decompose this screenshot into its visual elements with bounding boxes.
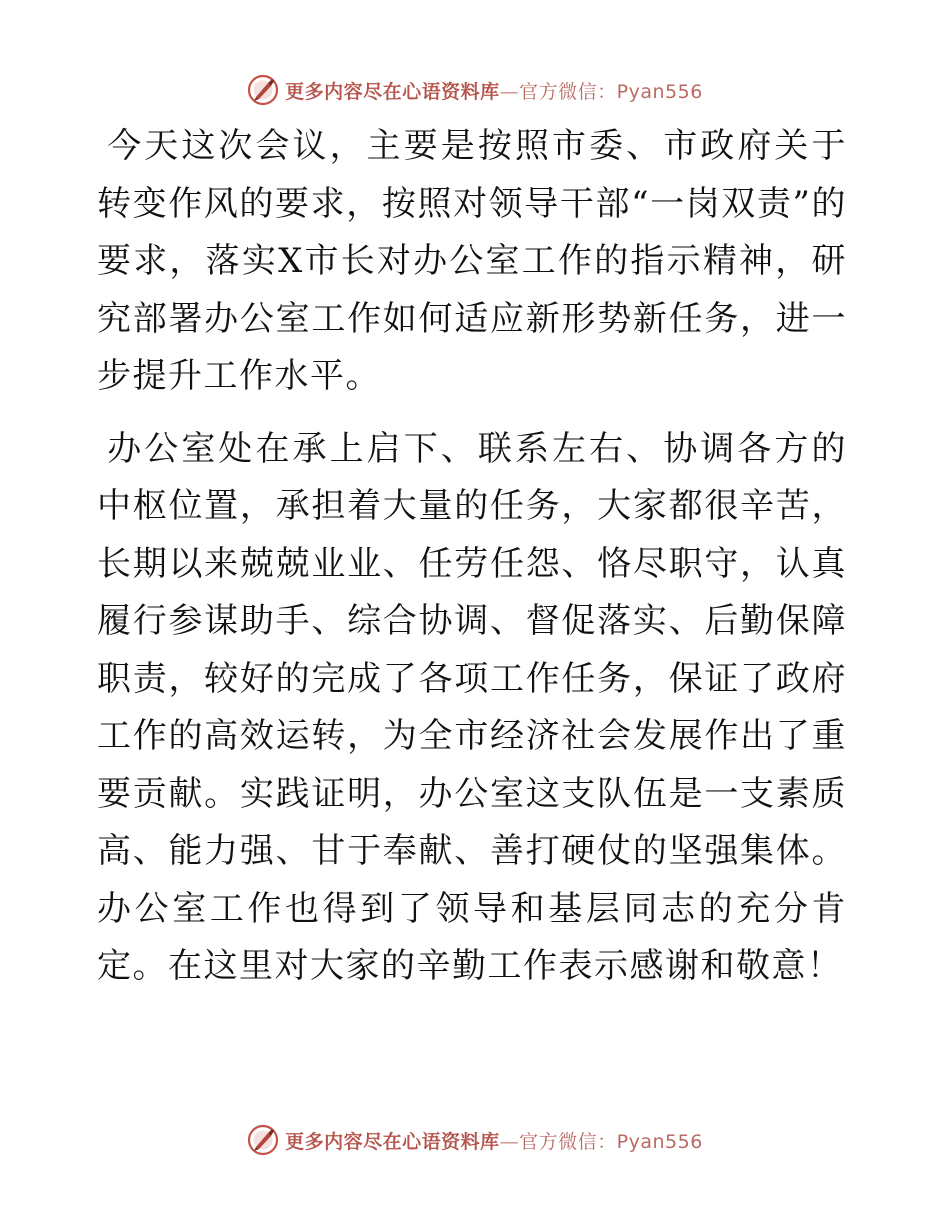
body-paragraph-1: 今天这次会议，主要是按照市委、市政府关于转变作风的要求，按照对领导干部“一岗双责”的要求，落实X市长对办公室工作的指示精神，研究部署办公室工作如何适应新形势新任务，进一步提升工作水平。 — [97, 126, 847, 396]
header-banner — [0, 70, 950, 110]
footer-banner-inner — [247, 1124, 703, 1156]
footer-banner — [0, 1120, 950, 1160]
header-banner-inner — [247, 74, 703, 106]
pen-nib-logo-icon — [247, 74, 279, 106]
header-banner-main: 更多内容尽在心语资料库 — [285, 80, 500, 103]
header-banner-wechat: 官方微信：Pyan556 — [519, 80, 703, 103]
footer-banner-main: 更多内容尽在心语资料库 — [285, 1130, 500, 1153]
header-banner-dash: — — [499, 80, 520, 103]
pen-nib-logo-icon — [247, 1124, 279, 1156]
footer-banner-dash: — — [499, 1130, 520, 1153]
header-banner-text — [285, 77, 703, 104]
footer-banner-wechat: 官方微信：Pyan556 — [519, 1130, 703, 1153]
document-body — [97, 118, 847, 996]
footer-banner-text — [285, 1127, 703, 1154]
body-paragraph-2: 办公室处在承上启下、联系左右、协调各方的中枢位置，承担着大量的任务，大家都很辛苦，长期以来兢兢业业、任劳任怨、恪尽职守，认真履行参谋助手、综合协调、督促落实、后勤保障职责，较好的完成了各项工作任务，保证了政府工作的高效运转，为全市经济社会发展作出了重要贡献。实践证明，办公室这支队伍是一支素质高、能力强、甘于奉献、善打硬仗的坚强集体。办公室工作也得到了领导和基层同志的充分肯定。在这里对大家的辛勤工作表示感谢和敬意！ — [97, 428, 847, 986]
